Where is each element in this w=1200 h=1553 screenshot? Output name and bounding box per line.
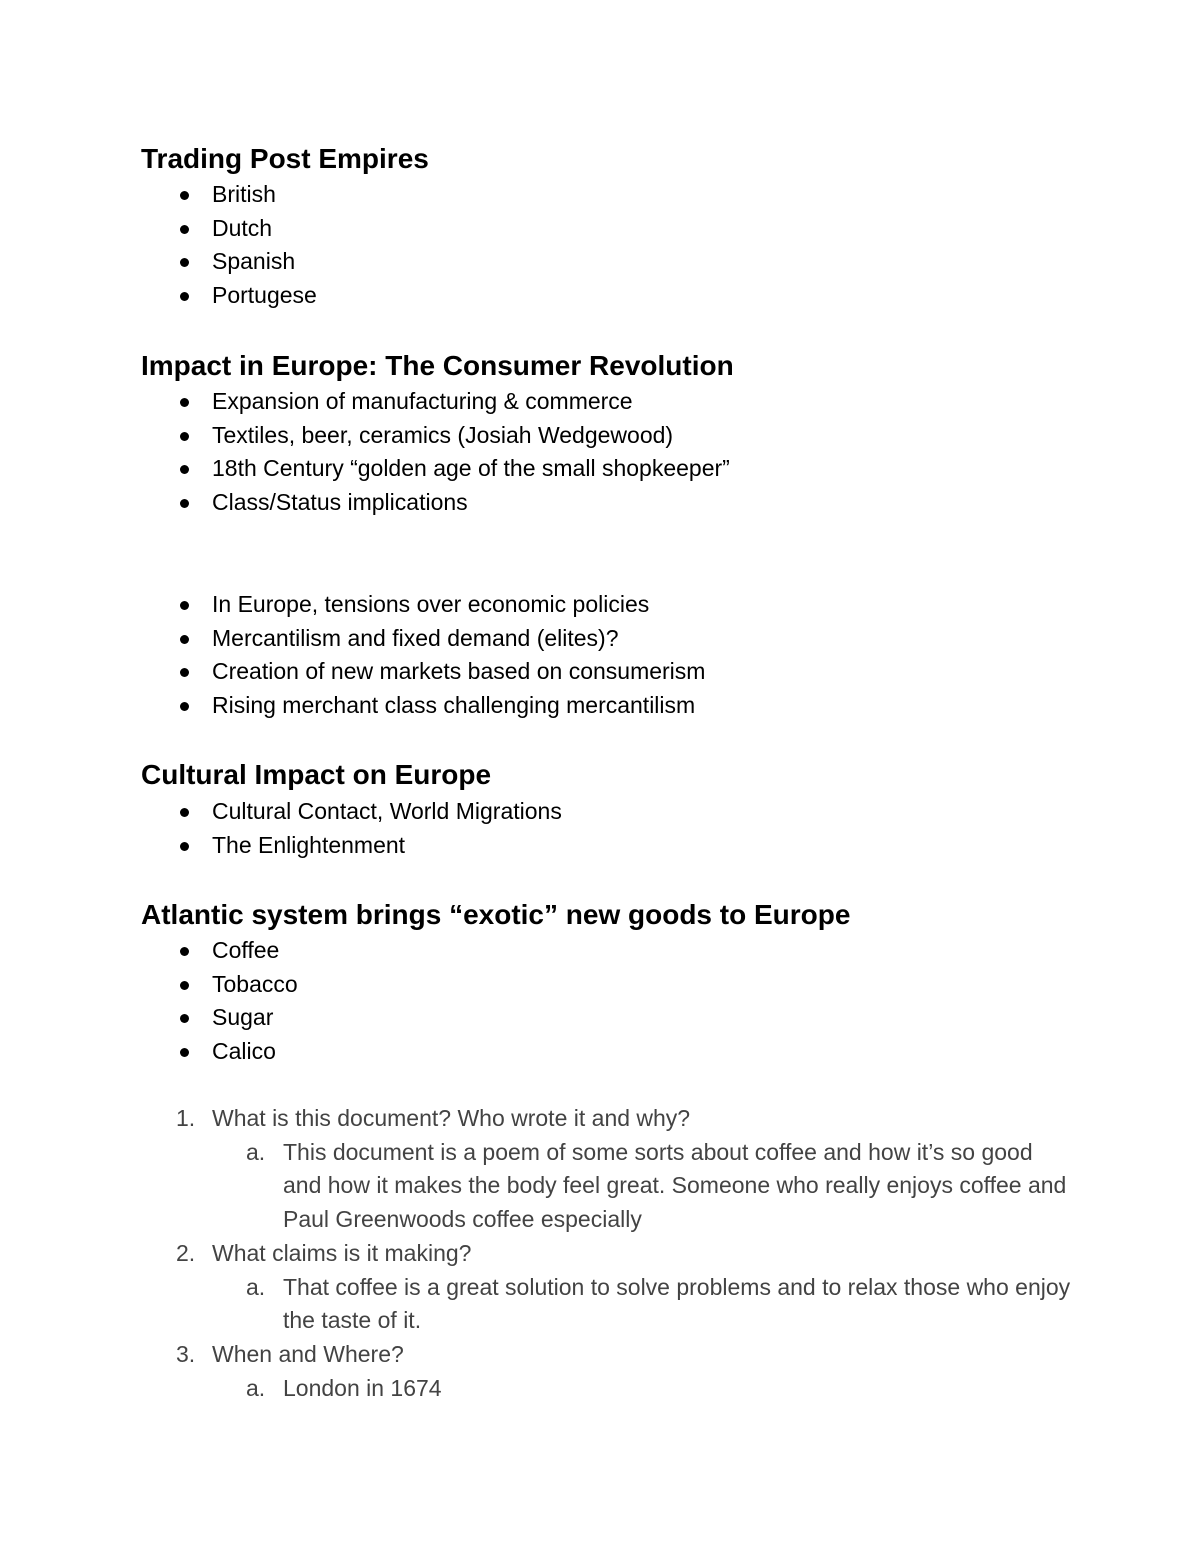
answer-item — [0, 1271, 1073, 1338]
list-item: 18th Century “golden age of the small shopkeeper” — [0, 452, 730, 486]
question-text: What claims is it making? — [212, 1239, 472, 1266]
answer-text: That coffee is a great solution to solve problems and to relax those who enjoy the taste of it. — [283, 1273, 1071, 1334]
question-text: When and Where? — [212, 1340, 404, 1367]
heading-atlantic-system: Atlantic system brings “exotic” new goods to Europe — [141, 899, 851, 930]
list-trading-post-empires — [0, 178, 317, 313]
list-consumer-revolution — [0, 385, 730, 520]
bullet-icon — [180, 398, 189, 407]
question-item — [0, 1338, 1073, 1372]
list-item: Class/Status implications — [0, 486, 730, 520]
answer-letter: a. — [246, 1138, 266, 1165]
answer-item — [0, 1136, 1073, 1237]
answer-item — [0, 1372, 1073, 1406]
bullet-icon — [180, 842, 189, 851]
list-item: Creation of new markets based on consumerism — [0, 655, 705, 689]
answer-text: This document is a poem of some sorts about coffee and how it’s so good and how it makes the body feel great. Someone who really enjoys coffee and Paul Greenwoods coffee especially — [283, 1138, 1067, 1233]
answer-text: London in 1674 — [283, 1374, 442, 1401]
question-list — [0, 1102, 1073, 1405]
bullet-icon — [180, 702, 189, 711]
list-item: The Enlightenment — [0, 829, 562, 863]
bullet-icon — [180, 601, 189, 610]
list-item: Textiles, beer, ceramics (Josiah Wedgewood) — [0, 419, 730, 453]
list-item: Coffee — [0, 934, 298, 968]
bullet-icon — [180, 225, 189, 234]
list-item: Rising merchant class challenging mercantilism — [0, 689, 705, 723]
list-item: Sugar — [0, 1001, 298, 1035]
list-item: Calico — [0, 1035, 298, 1069]
list-item: Portugese — [0, 279, 317, 313]
question-number: 2. — [176, 1239, 196, 1266]
list-economic-tensions — [0, 588, 705, 723]
answer-letter: a. — [246, 1273, 266, 1300]
answer-letter: a. — [246, 1374, 266, 1401]
list-item: Cultural Contact, World Migrations — [0, 795, 562, 829]
list-item: Spanish — [0, 245, 317, 279]
bullet-icon — [180, 668, 189, 677]
question-item — [0, 1102, 1073, 1136]
bullet-icon — [180, 981, 189, 990]
bullet-icon — [180, 191, 189, 200]
question-text: What is this document? Who wrote it and why? — [212, 1105, 691, 1131]
heading-trading-post-empires: Trading Post Empires — [141, 143, 429, 174]
question-number: 3. — [176, 1340, 196, 1367]
list-item: Tobacco — [0, 968, 298, 1002]
question-item — [0, 1237, 1073, 1271]
list-exotic-goods — [0, 934, 298, 1069]
heading-consumer-revolution: Impact in Europe: The Consumer Revolution — [141, 350, 734, 381]
list-item: Expansion of manufacturing & commerce — [0, 385, 730, 419]
bullet-icon — [180, 292, 189, 301]
question-number: 1. — [176, 1105, 196, 1131]
bullet-icon — [180, 1048, 189, 1057]
heading-cultural-impact: Cultural Impact on Europe — [141, 759, 492, 790]
list-item: British — [0, 178, 317, 212]
bullet-icon — [180, 465, 189, 474]
bullet-icon — [180, 432, 189, 441]
bullet-icon — [180, 499, 189, 508]
bullet-icon — [180, 258, 189, 267]
bullet-icon — [180, 1014, 189, 1023]
list-item: In Europe, tensions over economic policies — [0, 588, 705, 622]
bullet-icon — [180, 635, 189, 644]
bullet-icon — [180, 808, 189, 817]
list-cultural-impact — [0, 795, 562, 862]
list-item: Mercantilism and fixed demand (elites)? — [0, 622, 705, 656]
bullet-icon — [180, 947, 189, 956]
list-item: Dutch — [0, 212, 317, 246]
